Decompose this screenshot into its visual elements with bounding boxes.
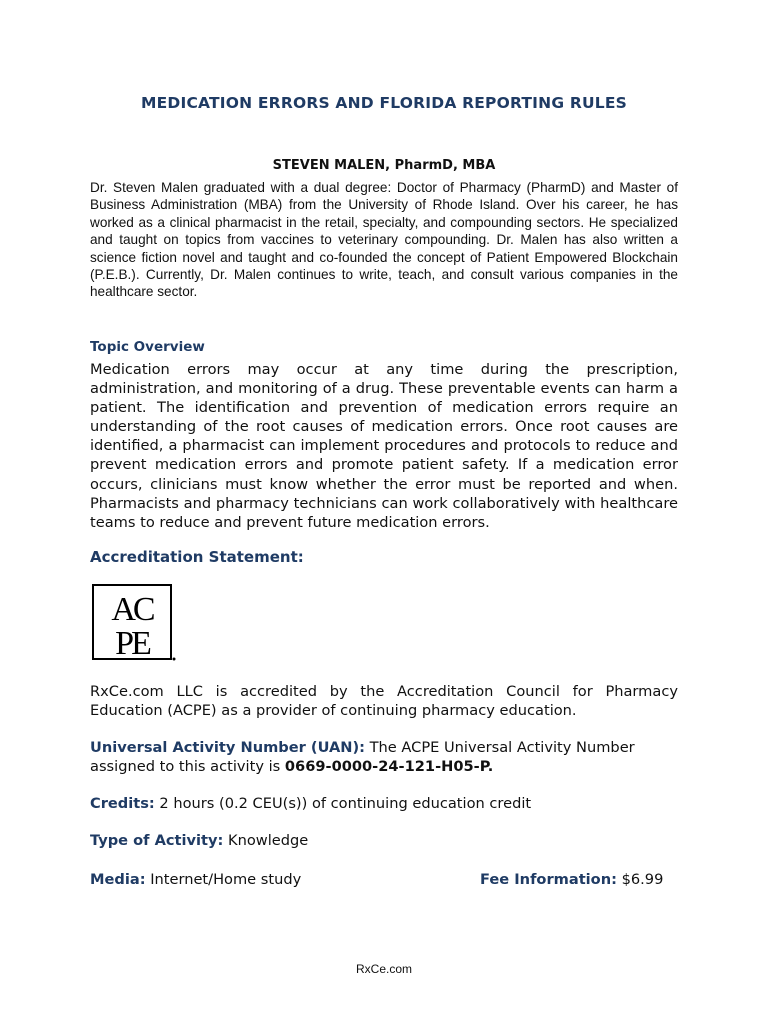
document-title: MEDICATION ERRORS AND FLORIDA REPORTING RULES (141, 94, 627, 112)
credits-text: 2 hours (0.2 CEU(s)) of continuing education credit (154, 795, 532, 812)
topic-overview-text: Medication errors may occur at any time during the prescription, administration, and monitoring of a drug. These preventable events can harm a patient. The identification and prevention of medication errors require an understanding of the root causes of medication errors. Once root causes are identified, a pharmacist can implement procedures and protocols to reduce and prevent medication errors and promote patient safety. If a medication error occurs, clinicians must know whether the error must be reported and when. Pharmacists and pharmacy technicians can work collaboratively with healthcare teams to reduce and prevent future medication errors. (90, 361, 678, 531)
media-label: Media: (90, 871, 146, 888)
fee-label: Fee Information: (480, 871, 617, 888)
media-line (90, 871, 301, 888)
credits-label: Credits: (90, 795, 155, 812)
svg-text:AC: AC (111, 591, 153, 628)
uan-number: 0669-0000-24-121-H05-P. (284, 758, 494, 776)
fee-line (480, 871, 663, 888)
topic-overview-heading: Topic Overview (90, 339, 205, 355)
uan-block (90, 738, 678, 776)
activity-type-line (90, 832, 308, 849)
author-name: STEVEN MALEN, PharmD, MBA (272, 158, 496, 173)
activity-type-label: Type of Activity: (90, 832, 224, 849)
uan-text: The ACPE Universal Activity Number assigned to this activity is (90, 739, 635, 776)
credits-line (90, 795, 531, 812)
page-footer: RxCe.com (355, 962, 412, 976)
accreditation-text: RxCe.com LLC is accredited by the Accreditation Council for Pharmacy Education (ACPE) as a provider of continuing pharmacy education. (90, 683, 678, 720)
author-bio: Dr. Steven Malen graduated with a dual degree: Doctor of Pharmacy (PharmD) and Master of Business Administration (MBA) from the University of Rhode Island. Over his career, he has worked as a clinical pharmacist in the retail, specialty, and compounding sectors. He specialized and taught on topics from vaccines to veterinary compounding. Dr. Malen has also written a science fiction novel and taught and co-founded the concept of Patient Empowered Blockchain (P.E.B.). Currently, Dr. Malen continues to write, teach, and consult various companies in the healthcare sector. (90, 180, 678, 300)
acpe-logo (92, 584, 176, 662)
svg-text:PE: PE (115, 625, 149, 662)
activity-type-text: Knowledge (223, 832, 309, 849)
media-text: Internet/Home study (145, 871, 302, 888)
fee-text: $6.99 (616, 871, 664, 888)
accreditation-heading: Accreditation Statement: (90, 548, 304, 566)
uan-label: Universal Activity Number (UAN): (90, 739, 365, 756)
